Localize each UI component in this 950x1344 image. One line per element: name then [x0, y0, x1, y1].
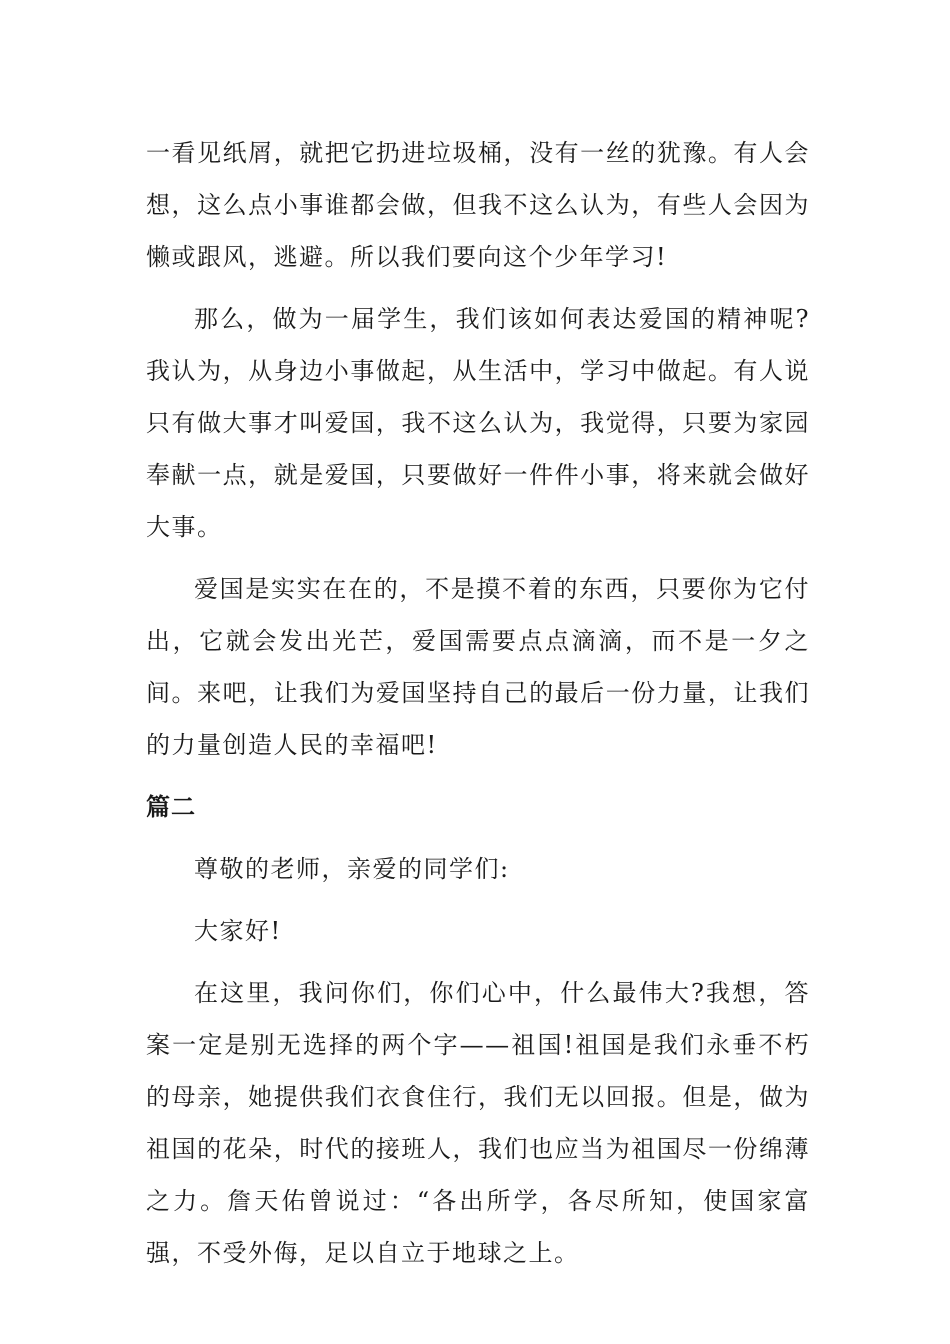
paragraph-greeting: 大家好!	[194, 917, 282, 945]
paragraph-patriotism-small-deeds: 那么，做为一届学生，我们该如何表达爱国的精神呢?我认为，从身边小事做起，从生活中，学习中做起。有人说只有做大事才叫爱国，我不这么认为，我觉得，只要为家园奉献一点，就是爱国，只要做好一件件小事，将来就会做好大事。	[146, 305, 810, 541]
paragraph-continuation: 一看见纸屑，就把它扔进垃圾桶，没有一丝的犹豫。有人会想，这么点小事谁都会做，但我不这么认为，有些人会因为懒或跟风，逃避。所以我们要向这个少年学习!	[146, 139, 810, 271]
document-page	[146, 127, 810, 1279]
paragraph-salutation: 尊敬的老师，亲爱的同学们:	[194, 855, 510, 883]
paragraph-patriotism-conclusion: 爱国是实实在在的，不是摸不着的东西，只要你为它付出，它就会发出光芒，爱国需要点点滴滴，而不是一夕之间。来吧，让我们为爱国坚持自己的最后一份力量，让我们的力量创造人民的幸福吧!	[146, 575, 810, 759]
section-heading: 篇二	[146, 793, 196, 821]
paragraph-motherland: 在这里，我问你们，你们心中，什么最伟大?我想，答案一定是别无选择的两个字——祖国!祖国是我们永垂不朽的母亲，她提供我们衣食住行，我们无以回报。但是，做为祖国的花朵，时代的接班人，我们也应当为祖国尽一份绵薄之力。詹天佑曾说过：“各出所学，各尽所知，使国家富强，不受外侮，足以自立于地球之上。	[146, 979, 810, 1267]
